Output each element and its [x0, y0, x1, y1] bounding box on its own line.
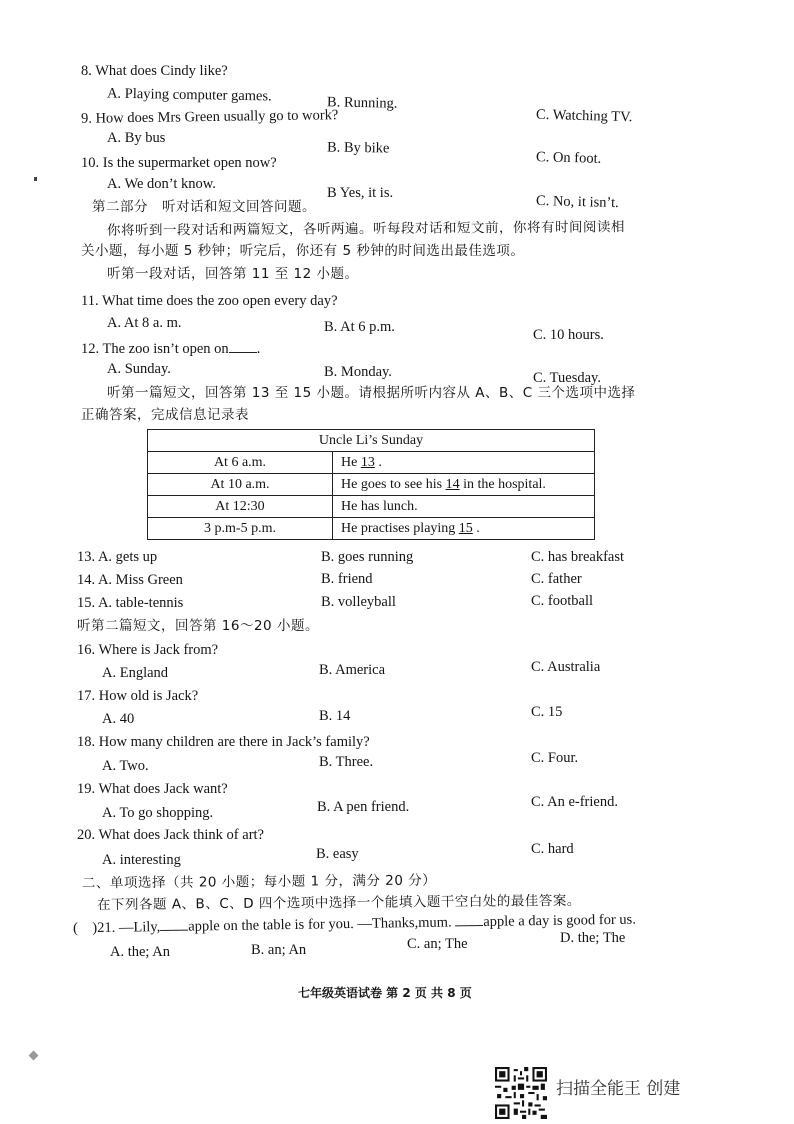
option-12b: B. Monday. — [324, 364, 392, 380]
option-13c: C. has breakfast — [531, 549, 625, 565]
option-19a: A. To go shopping. — [102, 805, 214, 821]
question-number: 16. — [77, 642, 96, 658]
answer-blank — [160, 918, 188, 931]
option-20a: A. interesting — [102, 852, 181, 868]
option-11c: C. 10 hours. — [533, 327, 604, 343]
option-12a: A. Sunday. — [107, 361, 171, 377]
question-number: 12. — [81, 341, 100, 357]
option-17c: C. 15 — [531, 704, 563, 720]
option-9a: A. By bus — [107, 130, 166, 146]
question-number: 8. — [81, 63, 92, 79]
option-8b: B. Running. — [326, 94, 398, 112]
table-time: At 10 a.m. — [148, 474, 333, 496]
table-activity: He has lunch. — [333, 496, 595, 518]
option-15b: B. volleyball — [321, 594, 396, 610]
scan-speck — [34, 177, 37, 181]
option-8c: C. Watching TV. — [535, 106, 633, 126]
option-16c: C. Australia — [531, 659, 601, 675]
table-row — [148, 518, 595, 540]
page-footer: 七年级英语试卷 第 2 页 共 8 页 — [298, 986, 472, 1000]
question-15: 15. A. table-tennis — [77, 595, 184, 611]
option-11a: A. At 8 a. m. — [107, 315, 182, 331]
blank-number: 15 — [458, 520, 473, 536]
option-21a: A. the; An — [110, 944, 171, 960]
option-10a: A. We don’t know. — [107, 176, 216, 192]
passage1-intro-line2: 正确答案，完成信息记录表 — [81, 407, 249, 423]
option-10b: B Yes, it is. — [327, 185, 394, 201]
option-17a: A. 40 — [102, 711, 135, 727]
question-12: 12. The zoo isn’t open on . — [81, 341, 261, 357]
option-18b: B. Three. — [319, 754, 374, 770]
option-16a: A. England — [102, 665, 169, 681]
answer-blank — [229, 340, 257, 353]
option-8a: A. Playing computer games. — [106, 85, 272, 105]
question-number: 21. — [97, 919, 116, 937]
table-activity: He goes to see his 14 in the hospital. — [333, 474, 595, 496]
table-activity: He 13 . — [333, 452, 595, 474]
question-number: 17. — [77, 688, 96, 704]
option-21d: D. the; The — [560, 930, 626, 946]
option-15a: A. table-tennis — [97, 595, 184, 611]
option-14a: A. Miss Green — [97, 572, 183, 588]
question-18 — [77, 735, 370, 750]
question-text: How old is Jack? — [98, 688, 199, 704]
scan-speck — [29, 1051, 39, 1061]
table-row — [148, 496, 595, 518]
option-14b: B. friend — [321, 571, 373, 587]
question-text: What time does the zoo open every day? — [101, 293, 338, 309]
question-21: ( )21. —Lily, apple on the table is for you. —Thanks,mum. apple a day is good for us. — [72, 911, 637, 937]
option-18a: A. Two. — [102, 758, 149, 774]
table-title-row — [148, 430, 595, 452]
question-text: Is the supermarket open now? — [102, 155, 277, 171]
answer-blank — [455, 913, 483, 926]
question-17 — [77, 689, 198, 704]
option-13b: B. goes running — [321, 549, 414, 565]
blank-number: 14 — [445, 476, 460, 492]
part2-instruction-line2: 关小题，每小题 5 秒钟；听完后，你还有 5 秒钟的时间选出最佳选项。 — [81, 243, 525, 259]
question-number: 11. — [81, 293, 99, 309]
question-9 — [81, 108, 339, 126]
question-text: What does Jack think of art? — [98, 827, 264, 843]
part2-instruction-line1: 你将听到一段对话和两篇短文，各听两遍。听每段对话和短文前，你将有时间阅读相 — [106, 219, 626, 239]
option-21c: C. an; The — [407, 936, 468, 952]
qr-code-icon — [495, 1067, 547, 1119]
question-10 — [81, 156, 277, 171]
option-16b: B. America — [319, 662, 386, 678]
question-text: Where is Jack from? — [98, 642, 219, 658]
question-text: How does Mrs Green usually go to work? — [95, 107, 339, 127]
question-14: 14. A. Miss Green — [77, 572, 183, 588]
question-text: How many children are there in Jack’s family? — [98, 734, 370, 750]
question-number: 18. — [77, 734, 96, 750]
option-13a: A. gets up — [97, 549, 158, 565]
option-11b: B. At 6 p.m. — [324, 319, 395, 335]
table-time: 3 p.m-5 p.m. — [148, 518, 333, 540]
question-13: 13. A. gets up — [77, 549, 158, 565]
option-10c: C. No, it isn’t. — [535, 192, 619, 212]
part2-heading: 第二部分 听对话和短文回答问题。 — [92, 199, 316, 215]
option-15c: C. football — [531, 593, 594, 609]
option-19c: C. An e-friend. — [531, 794, 618, 810]
scanner-watermark: 扫描全能王 创建 — [556, 1079, 681, 1099]
answer-parentheses: ( ) — [72, 920, 98, 937]
blank-number: 13 — [360, 454, 375, 470]
option-20c: C. hard — [531, 841, 574, 857]
option-12c: C. Tuesday. — [533, 370, 601, 386]
table-activity: He practises playing 15 . — [333, 518, 595, 540]
option-14c: C. father — [531, 571, 582, 587]
table-row — [148, 474, 595, 496]
section2-heading: 二、单项选择（共 20 小题；每小题 1 分，满分 20 分） — [81, 872, 437, 892]
option-19b: B. A pen friend. — [317, 799, 410, 815]
question-text: What does Cindy like? — [95, 63, 228, 79]
option-9c: C. On foot. — [535, 149, 602, 167]
dialogue-intro: 听第一段对话，回答第 11 至 12 小题。 — [107, 266, 359, 282]
table-time: At 12:30 — [148, 496, 333, 518]
question-number: 10. — [81, 155, 100, 171]
section2-instruction: 在下列各题 A、B、C、D 四个选项中选择一个能填入题干空白处的最佳答案。 — [96, 892, 581, 914]
table-time: At 6 a.m. — [148, 452, 333, 474]
question-19 — [77, 782, 228, 797]
passage1-intro-line1: 听第一篇短文，回答第 13 至 15 小题。请根据所听内容从 A、B、C 三个选项中选择 — [107, 385, 636, 401]
question-text: The zoo isn’t open on — [102, 341, 229, 357]
question-20 — [77, 828, 264, 843]
question-text: What does Jack want? — [98, 781, 228, 797]
option-17b: B. 14 — [319, 708, 351, 724]
question-11 — [81, 294, 338, 309]
question-16 — [77, 643, 218, 658]
table-row — [148, 452, 595, 474]
option-9b: B. By bike — [326, 139, 390, 157]
option-18c: C. Four. — [531, 750, 579, 766]
option-20b: B. easy — [316, 846, 359, 862]
question-number: 19. — [77, 781, 96, 797]
question-8 — [81, 64, 228, 79]
passage2-intro: 听第二篇短文，回答第 16～20 小题。 — [77, 618, 319, 634]
question-number: 20. — [77, 827, 96, 843]
question-number: 9. — [80, 110, 92, 127]
info-record-table — [147, 429, 595, 540]
table-title: Uncle Li’s Sunday — [148, 430, 595, 452]
option-21b: B. an; An — [251, 942, 307, 958]
